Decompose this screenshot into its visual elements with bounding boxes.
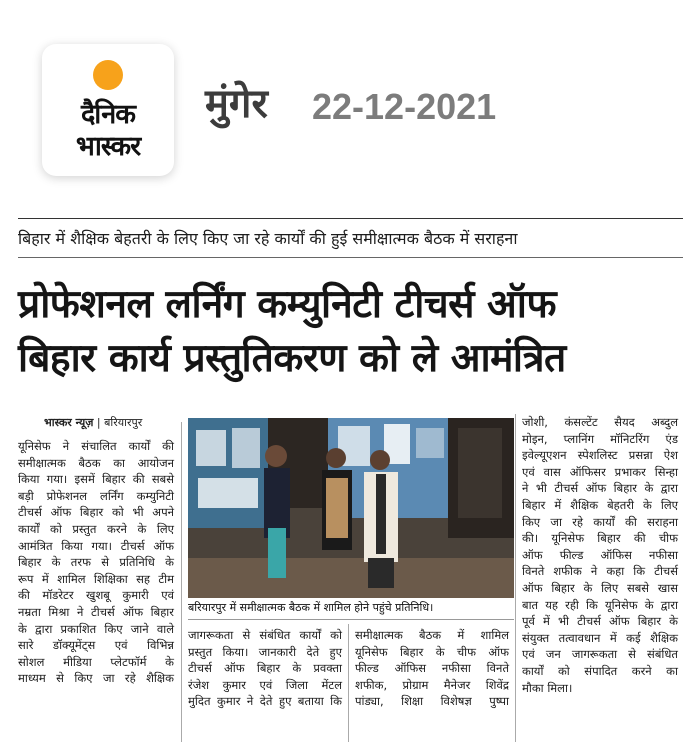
text-line: पूर्व में भी टीचर्स ऑफ बिहार के xyxy=(522,614,678,629)
text-line: फील्ड ऑफिस नफीसा विनते xyxy=(355,661,509,676)
sun-icon xyxy=(93,60,123,90)
text-line: किया गया। इसमें बिहार की सबसे xyxy=(18,472,174,487)
text-line: टीचर्स ऑफ बिहार को भी अपने xyxy=(18,505,174,520)
byline-source: भास्कर न्यूज़ xyxy=(44,416,94,429)
text-line: बड़ी प्रोफेशनल लर्निंग कम्युनिटी xyxy=(18,488,174,503)
byline xyxy=(44,415,142,430)
text-line: के द्वारा प्रकाशित किए जाने वाले xyxy=(18,621,174,636)
article-column-4 xyxy=(522,414,678,696)
text-line: नम्रता मिश्रा ने टीचर्स ऑफ बिहार xyxy=(18,604,174,619)
text-line: यूनिसेफ ने संचालित कार्यों की xyxy=(18,439,174,453)
text-line: मोइन, प्लानिंग मॉनिटरिंग एंड xyxy=(522,431,678,446)
text-line: सोशल मीडिया प्लेटफॉर्म के xyxy=(18,654,174,669)
text-line: की मॉडरेटर खुशबू कुमारी एवं xyxy=(18,588,174,603)
text-line: बात यह रही कि यूनिसेफ के द्वारा xyxy=(522,597,678,612)
publication-date: 22-12-2021 xyxy=(312,86,497,127)
kicker-line: बिहार में शैक्षिक बेहतरी के लिए किए जा रहे कार्यों की हुई समीक्षात्मक बैठक में सराहना xyxy=(18,229,518,248)
text-line: शफीक, प्रोग्राम मैनेजर शिवेंद्र xyxy=(355,677,509,692)
meeting-photo-illustration xyxy=(188,418,514,598)
text-line: मुदित कुमार ने देते हुए बताया कि xyxy=(188,694,342,709)
photo-caption: बरियारपुर में समीक्षात्मक बैठक में शामिल होने पहुंचे प्रतिनिधि। xyxy=(188,600,514,620)
text-line: आमंत्रित किया गया। टीचर्स ऑफ xyxy=(18,538,174,553)
text-line: जागरूकता से संबंधित कार्यों को xyxy=(188,628,342,642)
city-name: मुंगेर xyxy=(205,81,268,127)
logo-line1: दैनिक xyxy=(80,99,136,130)
text-line: की। यूनिसेफ बिहार की चीफ xyxy=(522,531,678,546)
text-line: बिहार में शैक्षिक बेहतरी के लिए xyxy=(522,497,678,512)
text-line: जोशी, कंसल्टेंट सैयद अब्दुल xyxy=(522,415,678,429)
text-line: बिहार के तरफ से प्रतिनिधि के xyxy=(18,555,174,570)
divider xyxy=(18,218,683,219)
article-column-2 xyxy=(188,627,342,710)
text-line: ने भी टीचर्स ऑफ बिहार के द्वारा xyxy=(522,481,678,496)
text-line: यूनिसेफ बिहार के चीफ ऑफ xyxy=(355,644,509,659)
text-line: रूप में शामिल शिक्षिका सह टीम xyxy=(18,571,174,586)
divider xyxy=(18,257,683,258)
headline-line2: बिहार कार्य प्रस्तुतिकरण को ले आमंत्रित xyxy=(18,336,566,381)
text-line: पांड्या, शिक्षा विशेषज्ञ पुष्पा xyxy=(355,694,509,709)
text-line: माध्यम से किए जा रहे शैक्षिक xyxy=(18,671,174,686)
text-line: एवं जन जागरूकता से संबंधित xyxy=(522,647,678,662)
article-column-3 xyxy=(355,627,509,710)
text-line: ऑफ फील्ड ऑफिस नफीसा xyxy=(522,547,678,562)
text-line: इवेल्यूएशन स्पेशलिस्ट प्रसन्ना ऐश xyxy=(522,448,678,463)
headline-line1: प्रोफेशनल लर्निंग कम्युनिटी टीचर्स ऑफ xyxy=(18,282,557,327)
text-line: समीक्षात्मक बैठक का आयोजन xyxy=(18,455,174,470)
article-photo xyxy=(188,418,514,598)
text-line: प्रस्तुत किया। जानकारी देते हुए xyxy=(188,644,342,659)
text-line: समीक्षात्मक बैठक में शामिल xyxy=(355,628,509,642)
text-line: सारे डॉक्यूमेंट्स एवं विभिन्न xyxy=(18,638,174,653)
text-line: कार्यों को संपादित करने का xyxy=(522,663,678,678)
column-divider xyxy=(181,422,182,742)
text-line: कार्यों को प्रस्तुत करने के लिए xyxy=(18,521,174,536)
text-line: मौका मिला। xyxy=(522,680,573,695)
logo-line2: भास्कर xyxy=(75,131,141,162)
text-line: संयुक्त तत्वावधान में कई शैक्षिक xyxy=(522,630,678,645)
text-line: विनते शफीक ने कहा कि टीचर्स xyxy=(522,564,678,579)
byline-place: बरियारपुर xyxy=(104,416,143,429)
text-line: एवं वास ऑफिसर प्रभाकर सिन्हा xyxy=(522,464,678,479)
text-line: ऑफ बिहार के लिए सबसे खास xyxy=(522,580,678,595)
dainik-bhaskar-logo xyxy=(42,44,174,176)
text-line: टीचर्स ऑफ बिहार के प्रवक्ता xyxy=(188,661,342,676)
column-divider xyxy=(348,624,349,742)
text-line: रंजेश कुमार एवं जिला मेंटल xyxy=(188,677,342,692)
article-column-1 xyxy=(18,438,174,687)
text-line: किए जा रहे कार्यों की सराहना xyxy=(522,514,678,529)
column-divider xyxy=(515,414,516,742)
byline-separator: | xyxy=(93,416,105,429)
